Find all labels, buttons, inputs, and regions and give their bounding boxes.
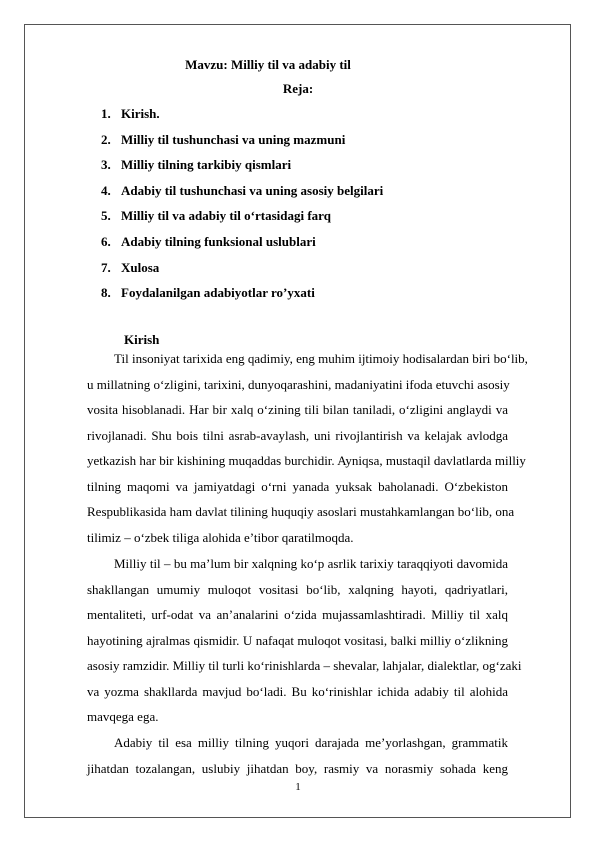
- text-line: jihatdan tozalangan, uslubiy jihatdan boy, rasmiy va norasmiy sohada keng: [87, 761, 508, 776]
- text-line: vosita hisoblanadi. Har bir xalq o‘zining tili bilan taniladi, o‘zligini anglaydi va: [87, 402, 508, 417]
- plan-item-number: 5.: [101, 208, 111, 223]
- plan-item-number: 2.: [101, 132, 111, 147]
- plan-item-text: Adabiy tilning funksional uslublari: [121, 234, 316, 249]
- text-line: mentaliteti, urf-odat va an’analarini o‘zida mujassamlashtiradi. Milliy til xalq: [87, 607, 508, 622]
- text-line: Til insoniyat tarixida eng qadimiy, eng muhim ijtimoiy hodisalardan biri bo‘lib,: [114, 351, 528, 366]
- text-line: tilimiz – o‘zbek tiliga alohida e’tibor qaratilmoqda.: [87, 530, 354, 545]
- text-line: Adabiy til esa milliy tilning yuqori darajada me’yorlashgan, grammatik: [114, 735, 508, 750]
- plan-item-number: 8.: [101, 285, 111, 300]
- plan-item-text: Kirish.: [121, 106, 160, 121]
- text-line: u millatning o‘zligini, tarixini, dunyoqarashini, madaniyatini ifoda etuvchi asosiy: [87, 377, 510, 392]
- text-line: asosiy ramzidir. Milliy til turli ko‘rinishlarda – shevalar, lahjalar, dialektlar, og‘zaki: [87, 658, 522, 673]
- plan-item-text: Foydalanilgan adabiyotlar ro’yxati: [121, 285, 315, 300]
- plan-heading: Reja:: [282, 81, 314, 96]
- text-line: hayotining ajralmas qismidir. U nafaqat muloqot vositasi, balki milliy o‘zlikning: [87, 633, 508, 648]
- section-heading: Kirish: [124, 332, 160, 347]
- document-title: Mavzu: Milliy til va adabiy til: [185, 57, 351, 72]
- plan-item-number: 3.: [101, 157, 111, 172]
- page-number: 1: [295, 781, 301, 793]
- plan-item-number: 7.: [101, 260, 111, 275]
- text-line: rivojlanadi. Shu bois tilni asrab-avaylash, uni rivojlantirish va kelajak avlodga: [87, 428, 508, 443]
- plan-item-number: 6.: [101, 234, 111, 249]
- text-line: Respublikasida ham davlat tilining huquqiy asoslari mustahkamlangan bo‘lib, ona: [87, 504, 515, 519]
- plan-item-text: Milliy til tushunchasi va uning mazmuni: [121, 132, 346, 147]
- text-line: tilning maqomi va jamiyatdagi o‘rni yanada yuksak baholanadi. O‘zbekiston: [87, 479, 508, 494]
- plan-item-number: 4.: [101, 183, 111, 198]
- plan-item-text: Milliy til va adabiy til o‘rtasidagi farq: [121, 208, 331, 223]
- text-line: va yozma shakllarda mavjud bo‘ladi. Bu ko‘rinishlar ichida adabiy til alohida: [87, 684, 508, 699]
- text-line: mavqega ega.: [87, 709, 159, 724]
- plan-item-text: Milliy tilning tarkibiy qismlari: [121, 157, 292, 172]
- text-line: shakllangan umumiy muloqot vositasi bo‘lib, xalqning hayoti, qadriyatlari,: [87, 582, 508, 597]
- plan-item-text: Xulosa: [121, 260, 160, 275]
- plan-item-number: 1.: [101, 106, 111, 121]
- text-line: yetkazish har bir kishining muqaddas burchidir. Ayniqsa, mustaqil davlatlarda milliy: [87, 453, 526, 468]
- text-line: Milliy til – bu ma’lum bir xalqning ko‘p asrlik tarixiy taraqqiyoti davomida: [114, 556, 508, 571]
- plan-item-text: Adabiy til tushunchasi va uning asosiy belgilari: [121, 183, 384, 198]
